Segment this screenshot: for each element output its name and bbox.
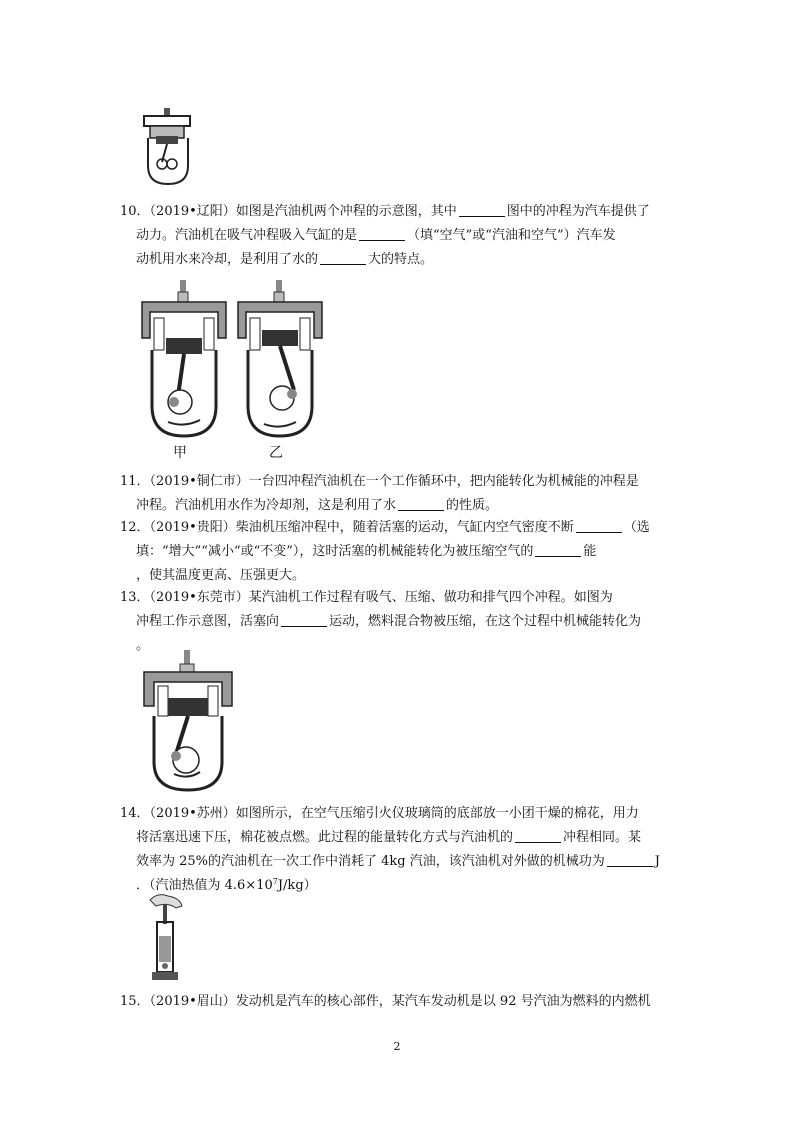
answer-blank[interactable] <box>535 542 581 557</box>
q10-text: 大的特点。 <box>368 252 434 267</box>
q10-text: 10．（2019•辽阳）如图是汽油机两个冲程的示意图，其中 <box>120 204 457 219</box>
q11-text: 11．（2019•铜仁市）一台四冲程汽油机在一个工作循环中，把内能转化为机械能的冲程是 <box>120 474 639 489</box>
answer-blank[interactable] <box>607 852 653 867</box>
question-10 <box>120 200 680 272</box>
air-compression-igniter-figure <box>146 892 186 984</box>
answer-blank[interactable] <box>398 496 444 511</box>
answer-blank[interactable] <box>459 202 505 217</box>
q13-text: 冲程工作示意图，活塞向 <box>136 614 280 629</box>
q10-text: 动机用水来冷却，是利用了水的 <box>136 252 319 267</box>
question-15 <box>120 990 680 1014</box>
q14-text: ．（汽油热值为 4.6×10 <box>136 878 273 893</box>
answer-blank[interactable] <box>359 226 405 241</box>
q14-text: 效率为 25%的汽油机在一次工作中消耗了 4kg 汽油，该汽油机对外做的机械功为 <box>136 854 605 869</box>
q14-text: J/kg） <box>277 878 317 893</box>
q10-text: （填“空气”或“汽油和空气”）汽车发 <box>407 228 616 243</box>
answer-blank[interactable] <box>281 612 327 627</box>
engine-figure-top <box>140 106 196 188</box>
q13-text: 。 <box>136 638 150 653</box>
engine-diagram-yi <box>234 278 326 442</box>
q12-text: ，使其温度更高、压强更大。 <box>136 568 306 583</box>
q14-text: J <box>654 854 660 869</box>
q11-text: 冲程。汽油机用水作为冷却剂，这是利用了水 <box>136 498 397 513</box>
figure-caption-jia: 甲 <box>173 445 187 461</box>
engine-diagram-compression <box>140 648 236 794</box>
q12-text: 能 <box>583 544 597 559</box>
question-14 <box>120 802 680 898</box>
q14-text: 14．（2019•苏州）如图所示，在空气压缩引火仪玻璃筒的底部放一小团干燥的棉花，用力 <box>120 806 639 821</box>
q10-text: 动力。汽油机在吸气冲程吸入气缸的是 <box>136 228 358 243</box>
question-12 <box>120 516 680 588</box>
figure-caption-yi: 乙 <box>269 445 283 461</box>
q15-text: 15．（2019•眉山）发动机是汽车的核心部件，某汽车发动机是以 92 号汽油为燃料的内燃机 <box>120 994 651 1009</box>
q11-text: 的性质。 <box>446 498 499 513</box>
q12-text: 12．（2019•贵阳）柴油机压缩冲程中，随着活塞的运动，气缸内空气密度不断 <box>120 520 574 535</box>
q13-text: 13．（2019•东莞市）某汽油机工作过程有吸气、压缩、做功和排气四个冲程。如图为 <box>120 590 613 605</box>
q12-text: 填：“增大”“减小“或“不变”），这时活塞的机械能转化为被压缩空气的 <box>136 544 534 559</box>
q13-text: 运动，燃料混合物被压缩，在这个过程中机械能转化为 <box>329 614 642 629</box>
answer-blank[interactable] <box>576 518 622 533</box>
q14-text: 冲程相同。某 <box>563 830 642 845</box>
answer-blank[interactable] <box>515 828 561 843</box>
answer-blank[interactable] <box>320 250 366 265</box>
question-11 <box>120 470 680 518</box>
engine-diagram-jia <box>138 278 230 442</box>
q12-text: （选 <box>623 520 650 535</box>
q14-exponent: 7 <box>272 877 278 886</box>
page-number: 2 <box>393 1040 401 1053</box>
q10-text: 图中的冲程为汽车提供了 <box>506 204 650 219</box>
q14-text: 将活塞迅速下压，棉花被点燃。此过程的能量转化方式与汽油机的 <box>136 830 514 845</box>
